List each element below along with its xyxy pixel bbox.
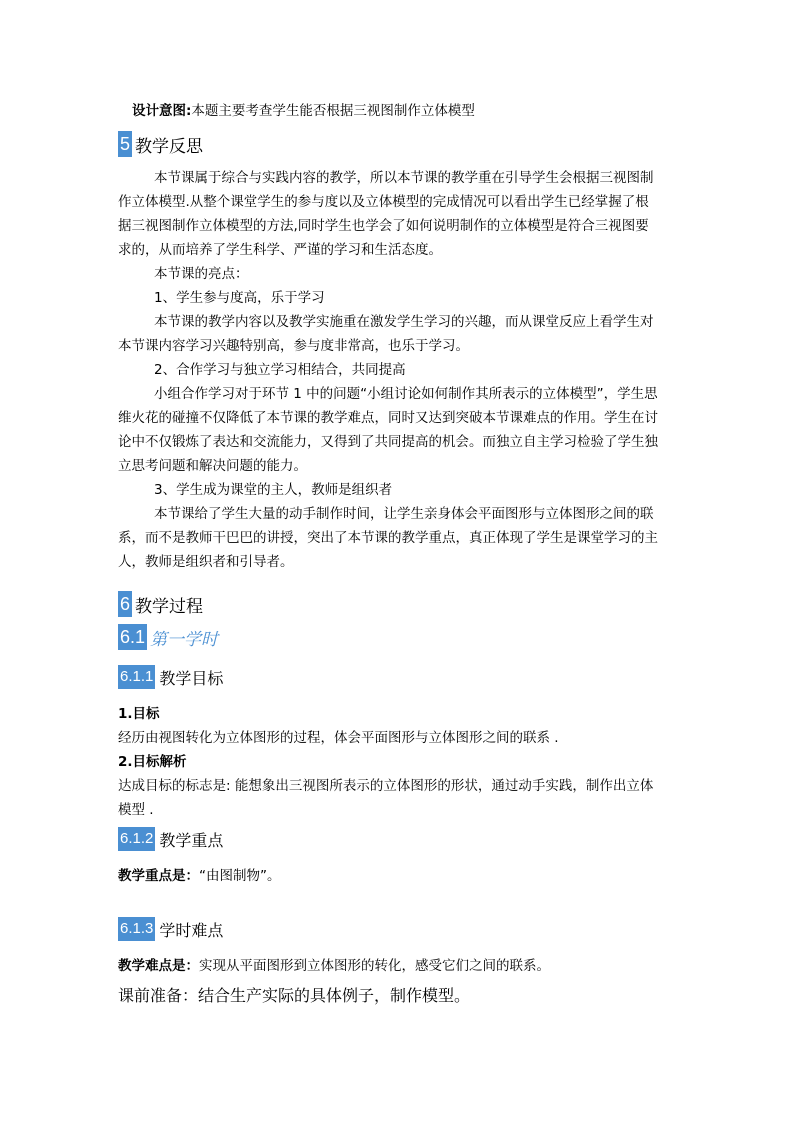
section-6-1-3-heading (118, 917, 223, 941)
key-point-label: 教学重点是： (118, 868, 199, 884)
reflection-paragraph-3: 小组合作学习对于环节 1 中的问题“小组讨论如何制作其所表示的立体模型”，学生思 维火花的碰撞不仅降低了本节课的教学难点，同时又达到突破本节课难点的作用。学生在讨 论中不仅锻炼了表达和交流能力，又得到了共同提高的机会。而独立自主学习检验了学生独 立思考问题和解决问题的能力。 (118, 386, 658, 474)
section-title: 教学过程 (135, 596, 204, 617)
highlight-2: 2、合作学习与独立学习相结合，共同提高 (154, 362, 406, 378)
section-number: 6.1.3 (118, 917, 155, 941)
reflection-paragraph-2: 本节课的教学内容以及教学实施重在激发学生学习的兴趣，而从课堂反应上看学生对 本节课内容学习兴趣特别高，参与度非常高，也乐于学习。 (118, 314, 654, 354)
section-title: 第一学时 (150, 629, 219, 650)
section-title: 教学重点 (159, 830, 224, 850)
reflection-paragraph-4: 本节课给了学生大量的动手制作时间，让学生亲身体会平面图形与立体图形之间的联 系，而不是教师干巴巴的讲授，突出了本节课的教学重点，真正体现了学生是课堂学习的主 人，教师是组织者和引导者。 (118, 506, 658, 570)
goal-1-text: 经历由视图转化为立体图形的过程，体会平面图形与立体图形之间的联系 . (118, 730, 559, 746)
section-6-1-1-heading (118, 665, 223, 689)
goal-2-text: 达成目标的标志是: 能想象出三视图所表示的立体图形的形状，通过动手实践，制作出立体 模型 . (118, 778, 654, 818)
key-point (118, 864, 281, 888)
section-number: 6.1.1 (118, 665, 155, 689)
difficulty (118, 954, 550, 978)
goal-1-label: 1.目标 (118, 706, 160, 722)
preparation: 课前准备：结合生产实际的具体例子，制作模型。 (118, 986, 471, 1005)
section-number: 6 (118, 591, 132, 617)
section-title: 教学反思 (135, 136, 204, 157)
highlights-label: 本节课的亮点： (154, 266, 249, 282)
section-title: 教学目标 (159, 668, 224, 688)
section-number: 5 (118, 131, 132, 157)
section-6-heading (118, 591, 203, 617)
section-5-heading (118, 131, 203, 157)
design-intent (132, 99, 475, 123)
section-number: 6.1.2 (118, 827, 155, 851)
section-6-1-2-heading (118, 827, 223, 851)
section-6-1-heading (118, 624, 218, 650)
difficulty-text: 实现从平面图形到立体图形的转化，感受它们之间的联系。 (199, 958, 550, 974)
design-intent-text: 本题主要考查学生能否根据三视图制作立体模型 (191, 103, 475, 119)
highlight-3: 3、学生成为课堂的主人，教师是组织者 (154, 482, 393, 498)
goal-2-label: 2.目标解析 (118, 754, 187, 770)
design-intent-label: 设计意图: (132, 103, 192, 119)
difficulty-label: 教学难点是： (118, 958, 199, 974)
highlight-1: 1、学生参与度高，乐于学习 (154, 290, 325, 306)
section-number: 6.1 (118, 624, 147, 650)
reflection-paragraph-1: 本节课属于综合与实践内容的教学，所以本节课的教学重在引导学生会根据三视图制 作立体模型.从整个课堂学生的参与度以及立体模型的完成情况可以看出学生已经掌握了根 据三视图制作立体模型的方法,同时学生也学会了如何说明制作的立体模型是符合三视图要 求的，从而培养了学生科学、严谨的学习和生活态度。 (118, 170, 654, 258)
section-title: 学时难点 (159, 920, 224, 940)
key-point-text: “由图制物”。 (199, 868, 281, 884)
